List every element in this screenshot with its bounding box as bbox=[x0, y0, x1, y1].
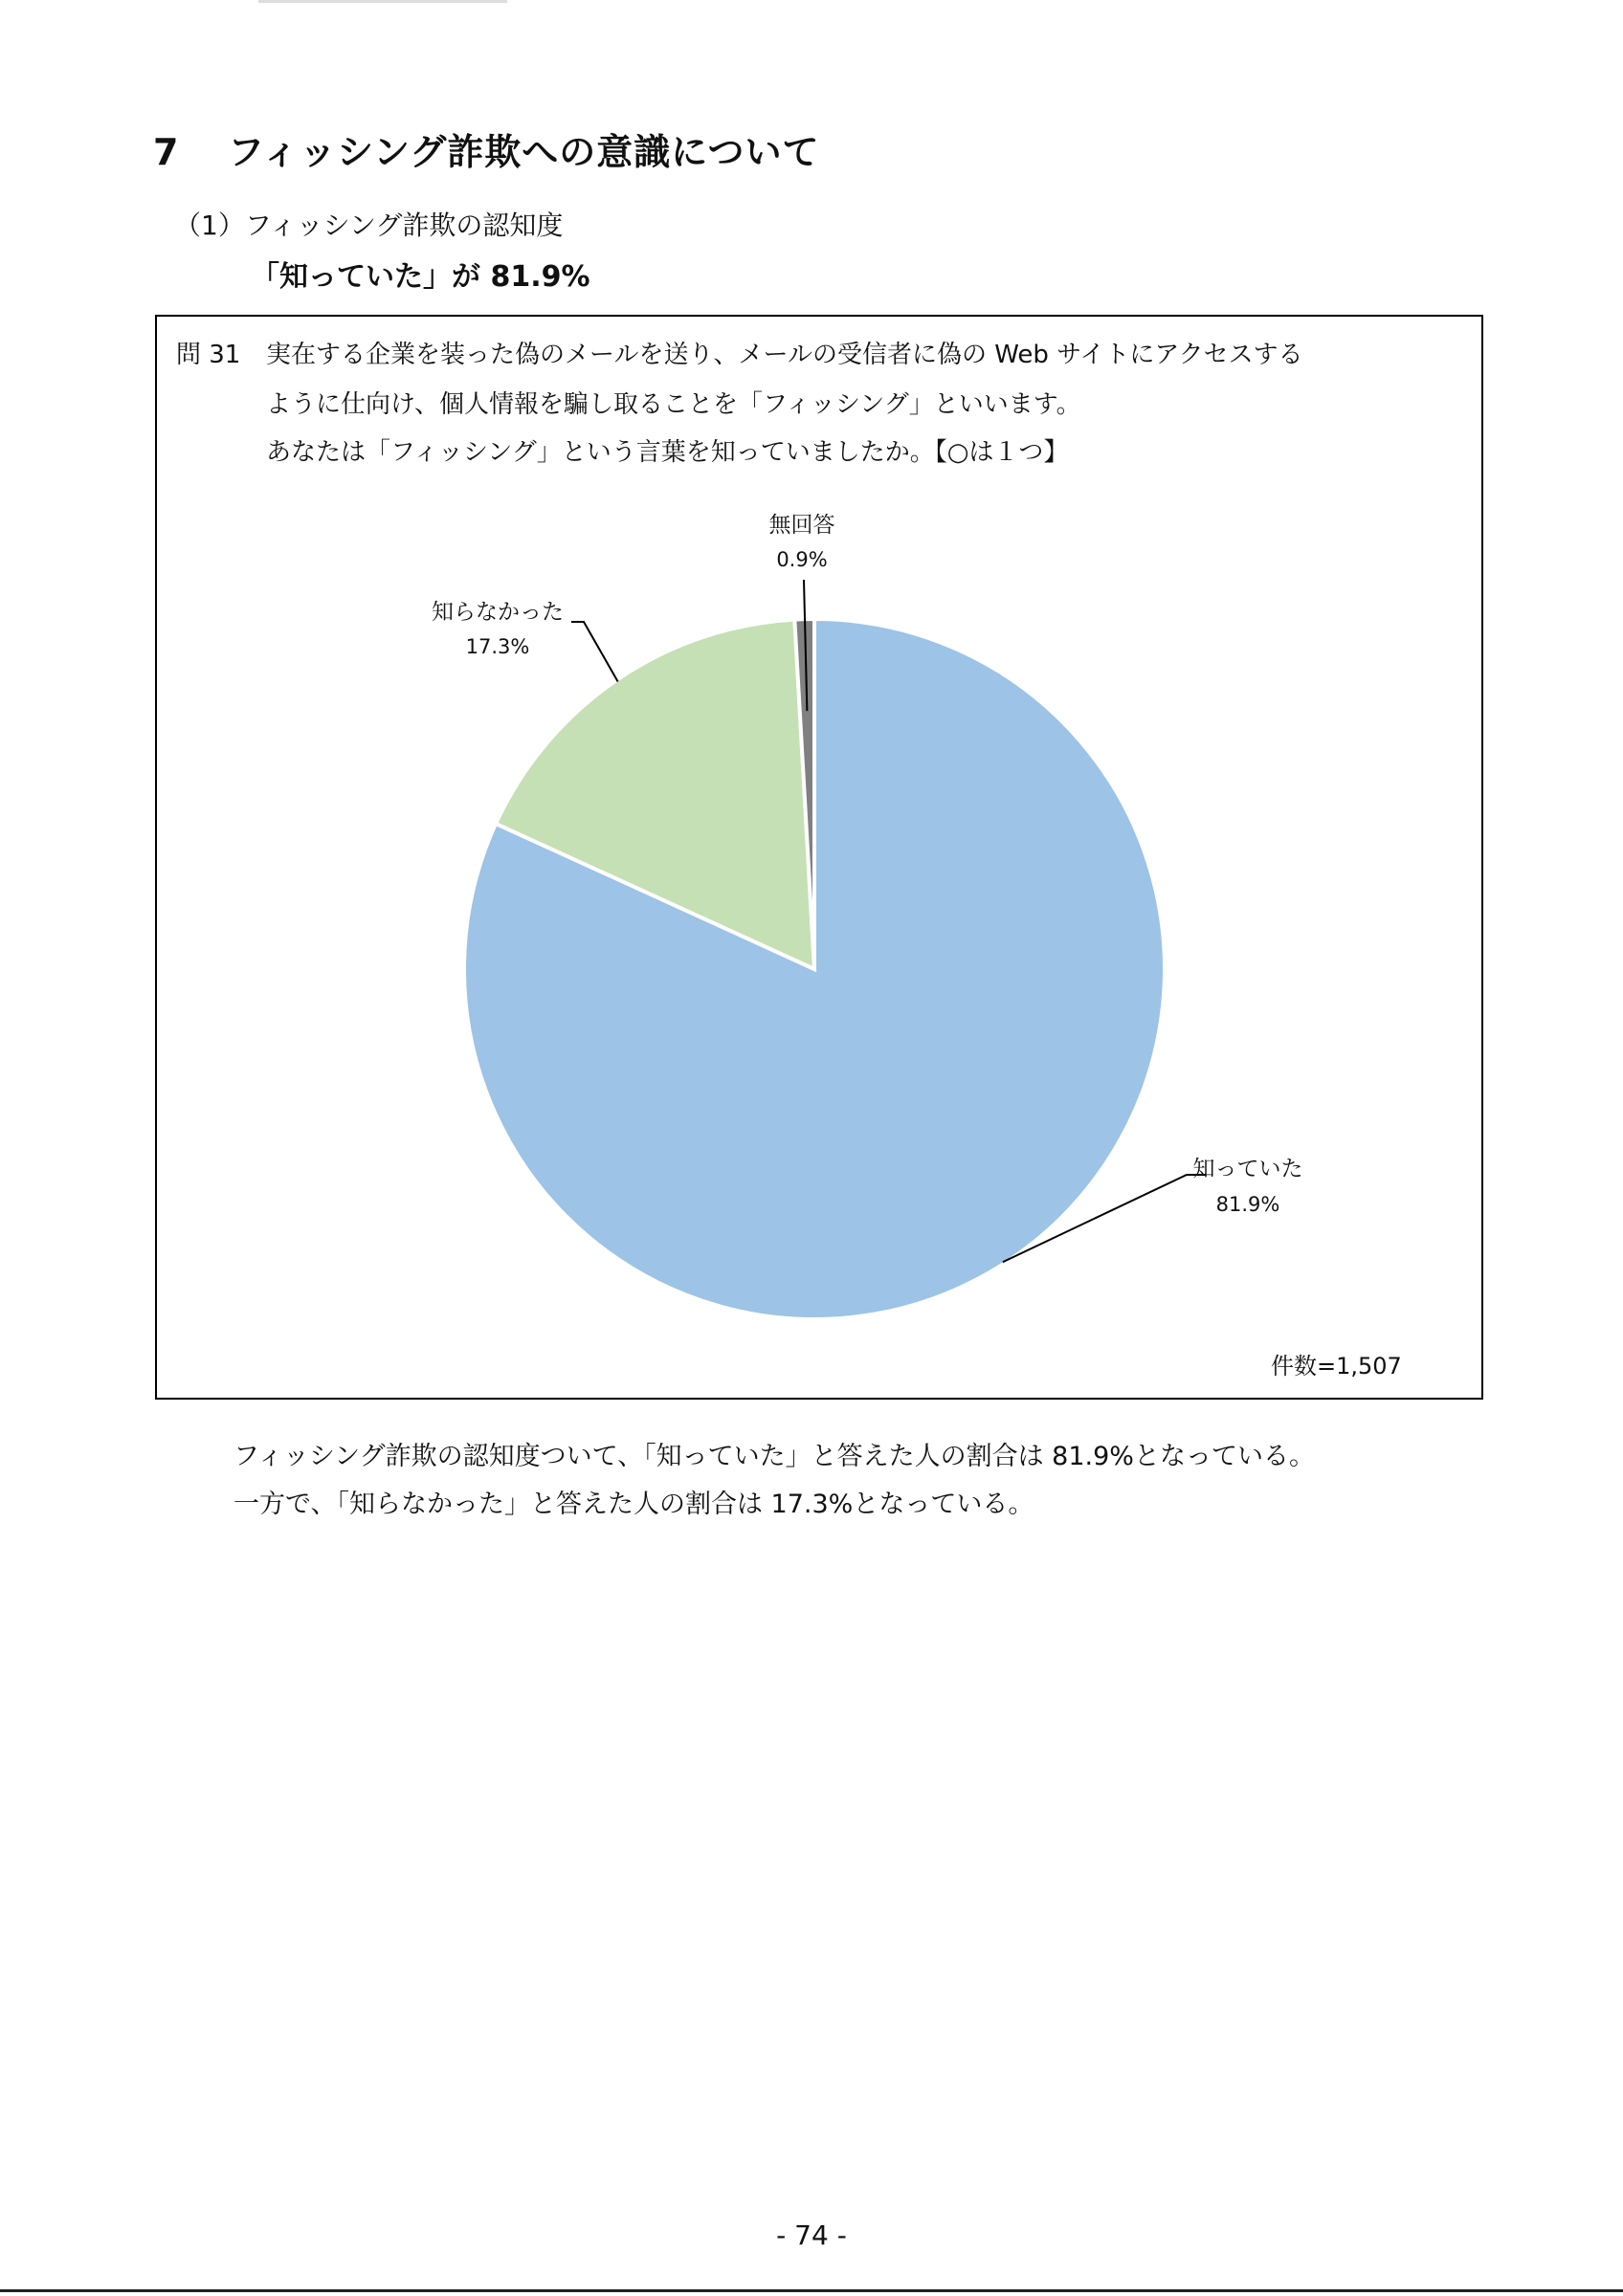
pie-label-no-answer: 無回答 bbox=[768, 513, 835, 538]
question-line-1: 実在する企業を装った偽のメールを送り、メールの受信者に偽の Web サイトにアクセスする bbox=[266, 341, 1303, 369]
pie-label-did-not-know: 知らなかった bbox=[432, 600, 564, 625]
bottom-rule bbox=[0, 2289, 1623, 2292]
summary-line-2: 一方で、「知らなかった」と答えた人の割合は 17.3%となっている。 bbox=[233, 1490, 1034, 1519]
pie-value-did-not-know: 17.3% bbox=[465, 635, 530, 658]
headline: 「知っていた」が 81.9% bbox=[251, 260, 590, 294]
page-number: - 74 - bbox=[776, 2219, 847, 2251]
summary-line-1: フィッシング詐欺の認知度ついて、「知っていた」と答えた人の割合は 81.9%となっている。 bbox=[233, 1442, 1315, 1471]
leader-line-did-not-know bbox=[571, 622, 618, 681]
section-number: 7 bbox=[153, 131, 180, 173]
question-line-2: ように仕向け、個人情報を騙し取ることを「フィッシング」といいます。 bbox=[266, 390, 1081, 419]
pie-slices bbox=[464, 619, 1165, 1319]
sample-count: 件数=1,507 bbox=[1271, 1353, 1402, 1380]
subsection-title: （1）フィッシング詐欺の認知度 bbox=[174, 210, 564, 241]
pie-value-no-answer: 0.9% bbox=[776, 548, 828, 571]
pie-label-knew: 知っていた bbox=[1192, 1157, 1303, 1181]
question-line-3: あなたは「フィッシング」という言葉を知っていましたか。【○は１つ】 bbox=[266, 438, 1069, 467]
question-label: 問 31 bbox=[176, 341, 241, 369]
section-title-text: フィッシング詐欺への意識について bbox=[228, 131, 820, 173]
pie-value-knew: 81.9% bbox=[1215, 1193, 1280, 1216]
